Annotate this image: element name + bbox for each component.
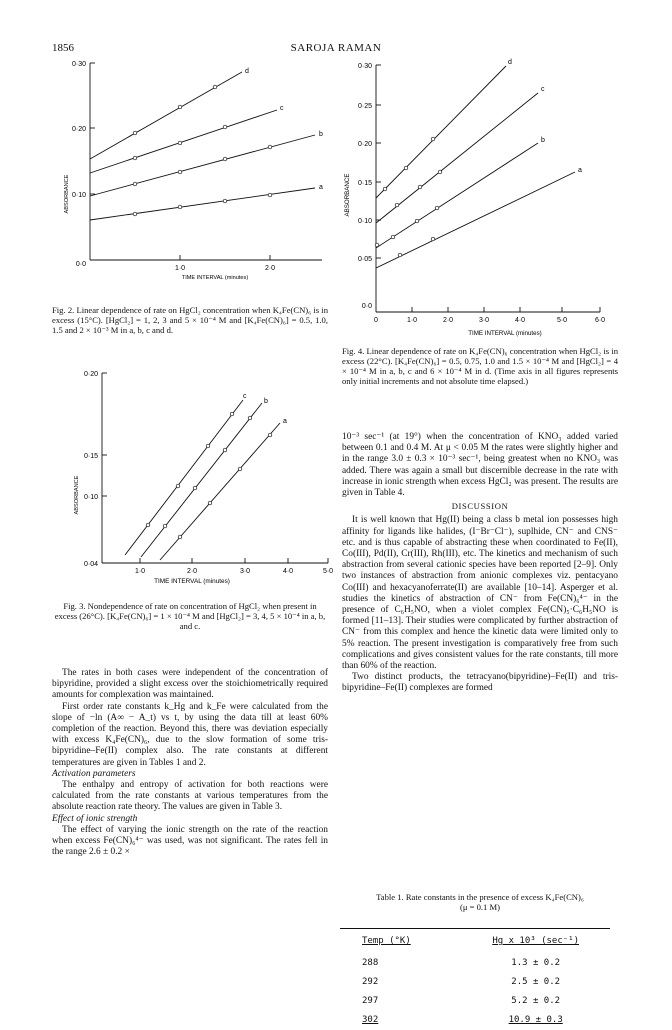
fig4-line-b: [376, 143, 538, 248]
fig4-xtick: 4·0: [514, 317, 526, 324]
fig4-xtick: 3·0: [478, 317, 490, 324]
fig3-point-c: [206, 444, 210, 448]
fig4-point-c: [438, 170, 442, 174]
heading-ionic-strength: Effect of ionic strength: [52, 813, 138, 824]
fig4-point-c: [395, 203, 399, 207]
page-number: 1856: [52, 42, 74, 54]
table-row: [340, 973, 610, 992]
fig3-point-b: [193, 486, 197, 490]
fig3-point-b: [248, 416, 252, 420]
fig4-point-d: [431, 137, 435, 141]
fig2-point-d: [133, 131, 137, 135]
fig2-point-b: [223, 157, 227, 161]
table-cell-k: 2.5 ± 0.2: [511, 977, 561, 987]
fig2-point-a: [178, 205, 182, 209]
fig2-series-label: a: [319, 184, 323, 191]
fig3-ytick: 0·15: [83, 453, 98, 460]
fig4-ytick: 0·15: [357, 180, 372, 187]
fig2-point-c: [178, 141, 182, 145]
fig2-xtick: 1·0: [174, 265, 186, 272]
fig3-point-a: [268, 433, 272, 437]
fig4-line-a: [376, 172, 575, 268]
fig4-line-c: [376, 93, 538, 223]
fig3-ytick: 0·10: [83, 494, 98, 501]
fig3-point-c: [230, 412, 234, 416]
fig2-point-a: [268, 193, 272, 197]
fig4-ytick: 0·10: [357, 218, 372, 225]
fig4-point-b: [391, 235, 395, 239]
fig2-point-a: [133, 212, 137, 216]
fig3-xtick: 3·0: [239, 568, 251, 575]
fig2-series-label: c: [280, 105, 284, 112]
fig4-ytick: 0·05: [357, 256, 372, 263]
fig4-point-b: [415, 219, 419, 223]
table-1-col-temp: Temp (°K): [340, 929, 461, 955]
fig2-ytick: 0·30: [71, 61, 86, 68]
figure-4-caption: Fig. 4. Linear dependence of rate on K₄Fe(CN)₆ concentration when HgCl₂ is in excess (22°C). [K₄Fe(CN)₆] = 0.5, 0.75, 1.0 and 1.5 × 10⁻⁴ M and [HgCl₂] = 4 × 10⁻⁴ M in a, b, c and 6 × 10⁻⁴ M in d. (Time axis in all figures represents only initial increments and not absolute time elapsed.): [342, 346, 618, 386]
heading-discussion: DISCUSSION: [451, 501, 509, 512]
fig4-ytick: 0·25: [357, 103, 372, 110]
fig3-point-a: [178, 535, 182, 539]
fig2-line-c: [90, 110, 277, 173]
table-row: [340, 954, 610, 973]
fig2-ytick: 0·20: [71, 126, 86, 133]
fig3-point-c: [176, 484, 180, 488]
fig2-point-d: [178, 105, 182, 109]
table-cell-k: 1.3 ± 0.2: [511, 958, 561, 968]
fig2-xtick: 2·0: [264, 265, 276, 272]
table-row: [340, 1011, 610, 1030]
fig4-point-c: [418, 185, 422, 189]
fig4-xtick: 5·0: [556, 317, 568, 324]
fig2-point-d: [213, 85, 217, 89]
table-1-subtitle: (μ = 0.1 M): [459, 902, 500, 912]
fig4-xlabel: TIME INTERVAL (minutes): [468, 330, 542, 337]
fig2-point-b: [268, 145, 272, 149]
left-paragraph-2: First order rate constants k_Hg and k_Fe were calculated from the slope of −ln (A∞ − A_t) vs t, by using the data till at least 60% completion of the reaction. Beyond this, there was deviation especially with excess K₄Fe(CN)₆, due to the slow formation of some tris-bipyridine–Fe(II) complex also. The rate constants at different temperatures are given in Tables 1 and 2.: [52, 701, 328, 768]
fig4-point-a: [375, 243, 379, 247]
fig2-point-b: [133, 182, 137, 186]
figure-3-caption: Fig. 3. Nondependence of rate on concentration of HgCl₂ when present in excess (26°C). [K₄Fe(CN)₆] = 1 × 10⁻⁴ M and [HgCl₂] = 3, 4, 5 × 10⁻⁴ in a, b, and c.: [54, 601, 326, 631]
running-head-author: SAROJA RAMAN: [290, 42, 382, 54]
fig2-line-b: [90, 135, 315, 196]
fig2-ylabel: ABSORBANCE: [64, 174, 70, 214]
right-paragraph-2: It is well known that Hg(II) being a class b metal ion possesses high affinity for ligands like halides, (I⁻Br⁻Cl⁻), suplhide, CN⁻ and CNS⁻ etc. and is thus capable of abstracting these when coordinated to Fe(II), Co(III), Pd(II), Cr(III), Rh(III), etc. The kinetics and mechanism of such abstraction from several cationic species have been reported [2–9]. Only two instances of abstraction from anionic complexes viz. pentacyano Co(III) and hexacyanoferrate(II) are available [10–14]. Asperger et al. studies the kinetics of abstraction of CN⁻ from Fe(CN)₆⁴⁻ in the presence of C₆H₅NO, when a violet complex Fe(CN)₅·C₆H₅NO is formed [11–13]. Their studies were complicated by further abstraction of CN⁻ from this complex and hence the kinetic data were limited only to 5% reaction. The present investigation is comparatively free from such complications and gives consistent values for the rate constants, till more than 60% of the reaction.: [342, 515, 618, 672]
fig4-series-label: d: [508, 59, 512, 66]
fig3-xtick: 2·0: [186, 568, 198, 575]
table-cell-k: 5.2 ± 0.2: [511, 996, 561, 1006]
fig3-ylabel: ABSORBANCE: [74, 475, 80, 515]
fig4-xtick: 0: [374, 317, 378, 324]
fig3-line-a: [160, 423, 280, 560]
fig3-point-a: [238, 467, 242, 471]
fig2-point-a: [223, 199, 227, 203]
fig3-xtick: 4·0: [282, 568, 294, 575]
table-cell-temp: 297: [362, 996, 379, 1006]
left-paragraph-4: The effect of varying the ionic strength on the rate of the reaction when excess Fe(CN)₆⁴⁻ was used, was not significant. The rates fell in the range 2.6 ± 0.2 ×: [52, 824, 328, 858]
fig3-line-b: [141, 403, 262, 557]
fig2-point-c: [223, 125, 227, 129]
fig3-xtick: 5·0: [322, 568, 334, 575]
fig3-series-label: a: [283, 418, 287, 425]
table-1-title: Table 1. Rate constants in the presence of excess K₄Fe(CN)₆: [376, 892, 584, 902]
fig2-ytick: 0·0: [75, 261, 86, 268]
fig4-xtick: 2·0: [442, 317, 454, 324]
left-paragraph-3: The enthalpy and entropy of activation for both reactions were calculated from the rate constants at various temperatures from the absolute reaction rate theory. The values are given in Table 3.: [52, 780, 328, 813]
figure-2-plot: [40, 55, 330, 285]
fig4-ytick: 0·20: [357, 141, 372, 148]
table-1-col-k: Hg x 10³ (sec⁻¹): [461, 929, 610, 955]
table-cell-temp: 288: [362, 958, 379, 968]
fig2-line-d: [90, 72, 242, 159]
fig4-ytick: 0·30: [357, 63, 372, 70]
fig3-series-label: b: [264, 398, 268, 405]
figure-4-plot: [340, 55, 630, 340]
fig4-xtick: 6·0: [594, 317, 606, 324]
fig3-xlabel: TIME INTERVAL (minutes): [154, 578, 230, 585]
heading-activation-parameters: Activation parameters: [52, 768, 136, 779]
figure-2-caption: Fig. 2. Linear dependence of rate on HgCl₂ concentration when K₄Fe(CN)₆ is in excess (15°C). [HgCl₂] = 1, 2, 3 and 5 × 10⁻⁴ M and [K₄Fe(CN)₆] = 0.5, 1.0, 1.5 and 2 × 10⁻³ M in a, b, c and d.: [52, 305, 328, 335]
fig3-point-b: [163, 524, 167, 528]
fig2-series-label: d: [245, 68, 249, 75]
table-cell-temp: 302: [362, 1015, 379, 1025]
fig3-point-c: [146, 523, 150, 527]
table-1: [340, 928, 610, 1030]
fig3-point-a: [208, 501, 212, 505]
fig4-point-d: [404, 166, 408, 170]
fig3-point-b: [223, 448, 227, 452]
fig3-series-label: c: [243, 393, 247, 400]
fig4-ylabel: ABSORBANCE: [344, 173, 351, 217]
fig2-xlabel: TIME INTERVAL (minutes): [181, 275, 249, 281]
fig2-point-c: [133, 156, 137, 160]
fig4-point-b: [435, 206, 439, 210]
fig3-ytick: 0·04: [83, 561, 98, 568]
left-paragraph-1: The rates in both cases were independent of the concentration of bipyridine, provided a slight excess over the stoichiometrically required amounts for complexation was maintained.: [52, 668, 328, 701]
fig4-point-d: [383, 187, 387, 191]
fig4-series-label: c: [541, 86, 545, 93]
fig4-ytick: 0·0: [361, 303, 372, 310]
right-body-column: [342, 432, 618, 695]
figure-3-plot: [40, 365, 334, 595]
fig2-ytick: 0·10: [71, 192, 86, 199]
fig2-series-label: b: [319, 131, 323, 138]
table-1-caption: [342, 892, 618, 912]
table-row: [340, 992, 610, 1011]
fig4-series-label: a: [578, 167, 582, 174]
fig2-line-a: [90, 188, 315, 220]
fig3-ytick: 0·20: [83, 371, 98, 378]
fig4-point-a: [431, 237, 435, 241]
fig3-xtick: 1·0: [134, 568, 146, 575]
fig4-xtick: 1·0: [406, 317, 418, 324]
fig4-point-a: [398, 253, 402, 257]
table-cell-k: 10.9 ± 0.3: [508, 1015, 563, 1025]
left-body-column: [52, 668, 328, 858]
fig2-point-b: [178, 170, 182, 174]
fig4-series-label: b: [541, 137, 545, 144]
table-cell-temp: 292: [362, 977, 379, 987]
fig4-line-d: [376, 66, 506, 198]
right-paragraph-3: Two distinct products, the tetracyano(bipyridine)–Fe(II) and tris-bipyridine–Fe(II) complexes are formed: [342, 672, 618, 694]
right-paragraph-1: 10⁻³ sec⁻¹ (at 19°) when the concentration of KNO₃ added varied between 0.1 and 0.4 M. At μ < 0.05 M the rates were slightly higher and in the range 3.0 ± 0.3 × 10⁻³ sec⁻¹, being greatest when no KNO₃ was added. There was again a small but discernible decrease in the rate with increase in ionic strength when excess HgCl₂ was present. The results are given in Table 4.: [342, 432, 618, 499]
fig3-line-c: [125, 400, 243, 555]
